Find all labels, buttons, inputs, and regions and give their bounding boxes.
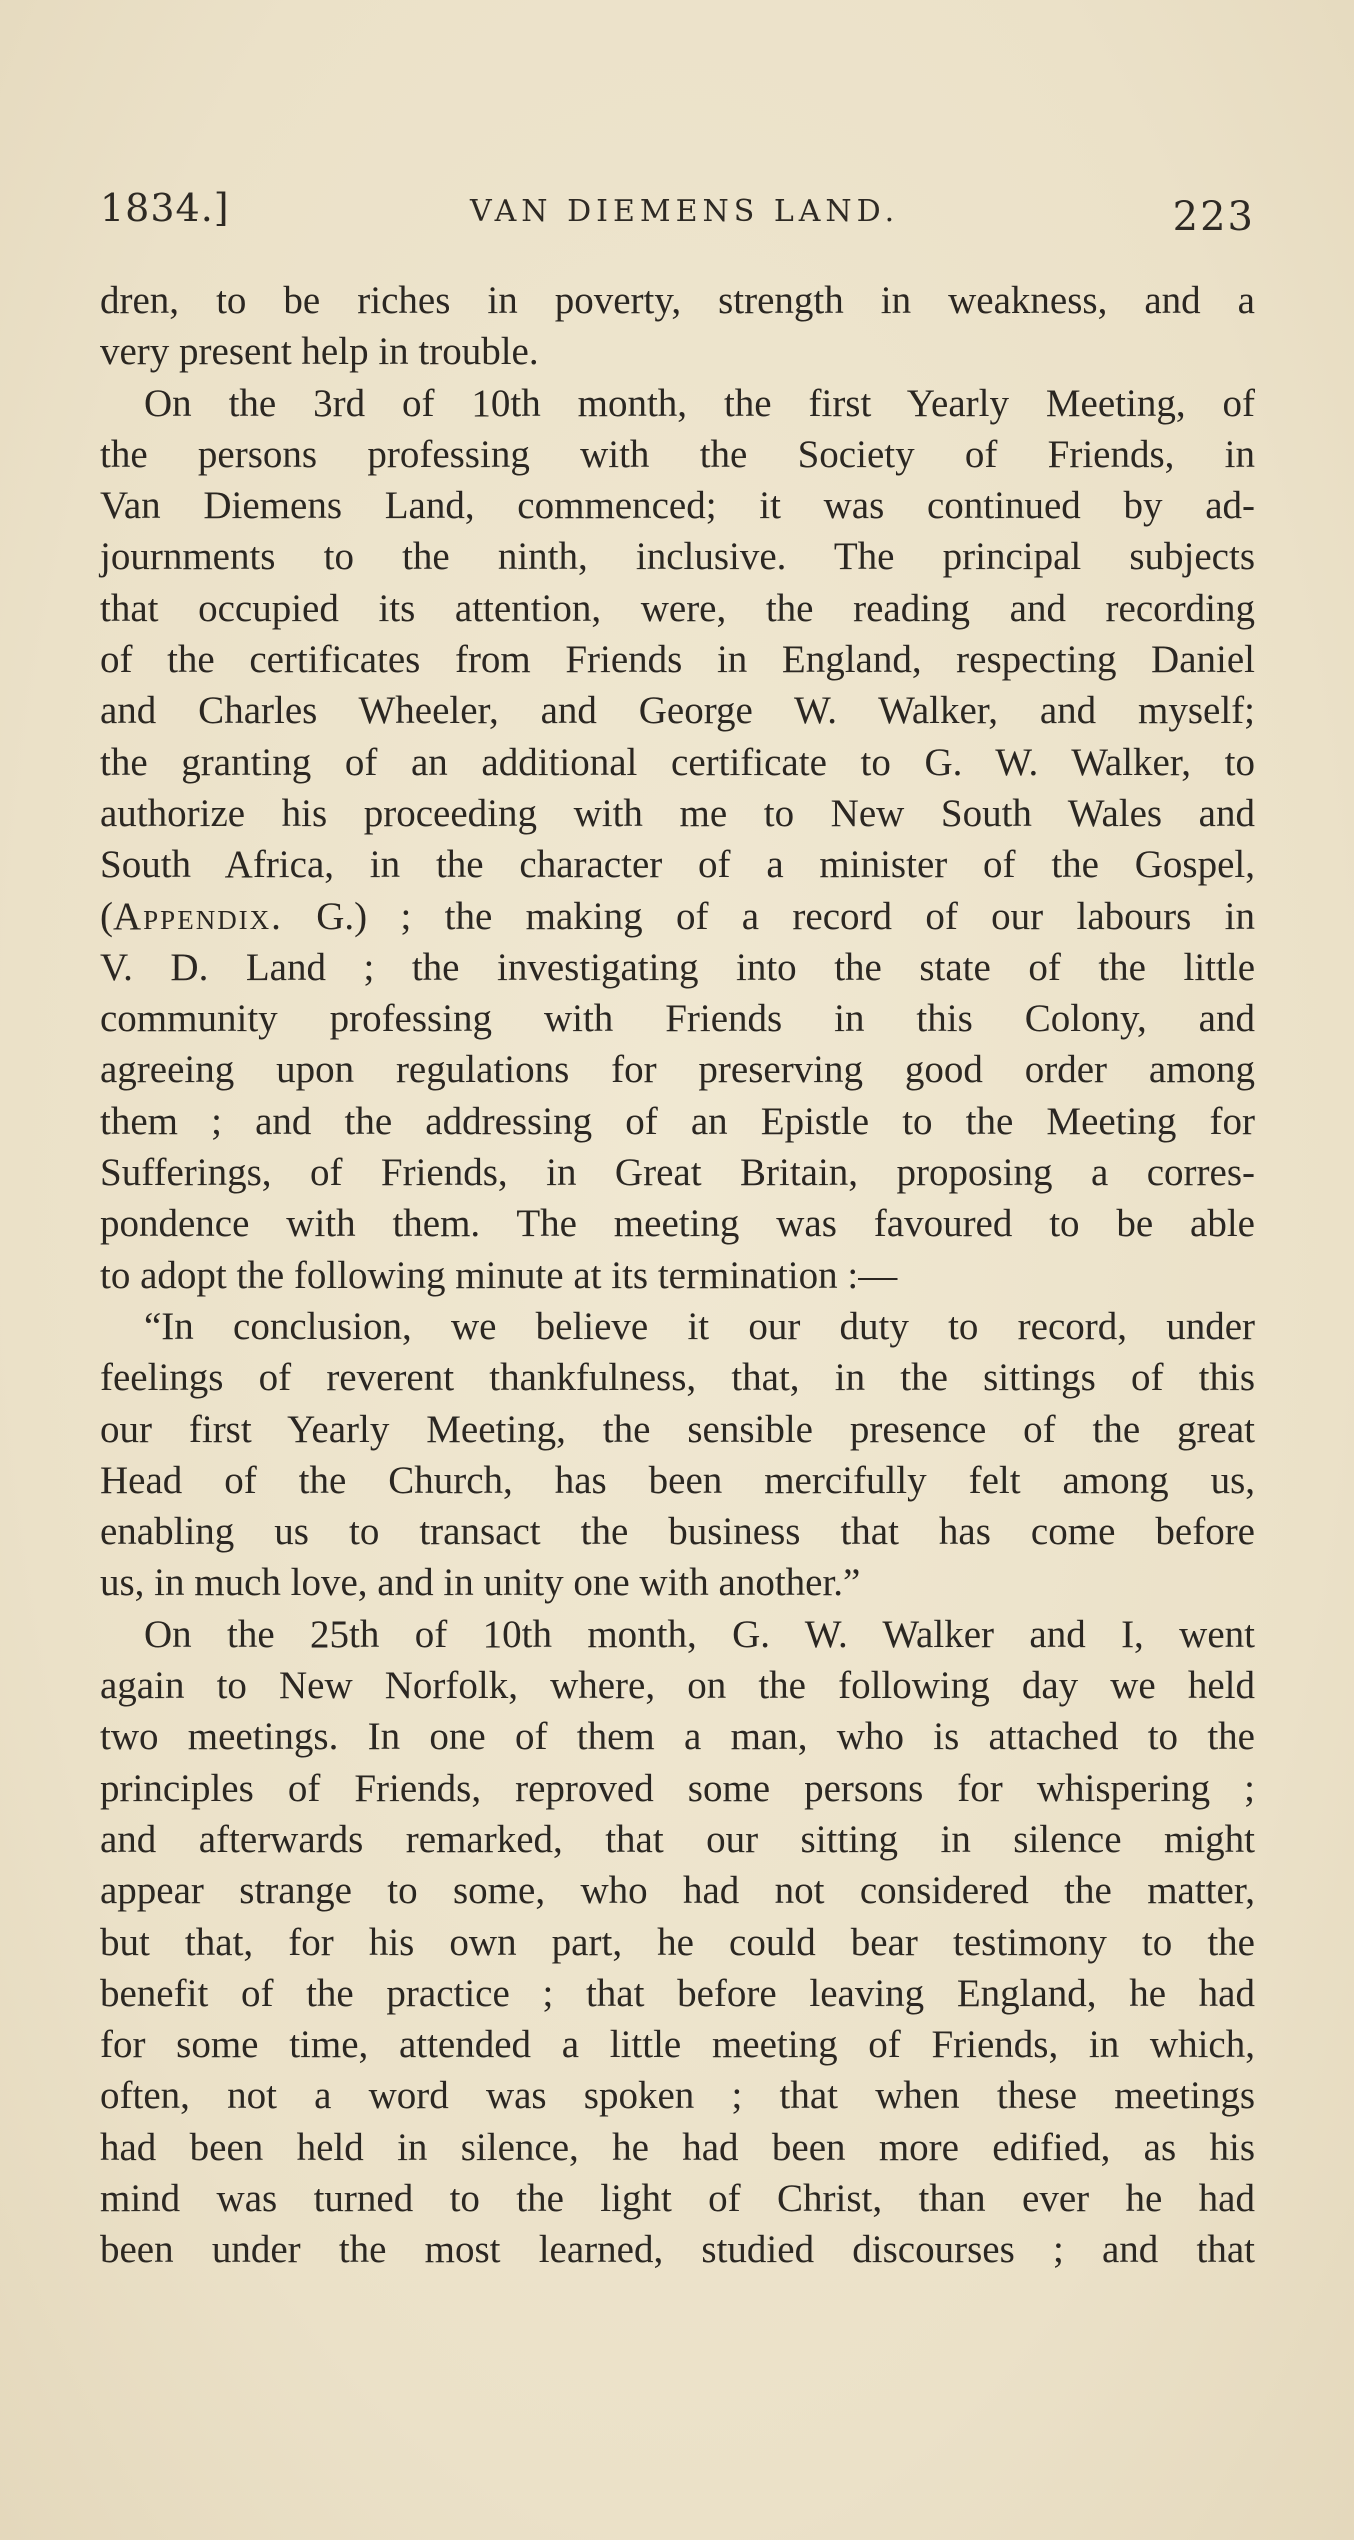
header-year: 1834.] [100,186,230,230]
text-line: community professing with Friends in this Colony, and [100,997,1255,1041]
text-line: and Charles Wheeler, and George W. Walker, and myself; [100,689,1255,733]
text-line [100,891,1255,942]
text-line: often, not a word was spoken ; that when these meetings [100,2074,1255,2118]
text-line: “In conclusion, we believe it our duty to record, under [144,1304,1255,1348]
appendix-reference: Appendix. [113,894,283,938]
text-line: for some time, attended a little meeting of Friends, in which, [100,2023,1255,2067]
text-line: Van Diemens Land, commenced; it was continued by ad- [100,484,1255,528]
text-line: South Africa, in the character of a minister of the Gospel, [100,843,1255,887]
text-line: V. D. Land ; the investigating into the state of the little [100,945,1255,989]
text-line: enabling us to transact the business that has come before [100,1510,1255,1554]
text-line: Sufferings, of Friends, in Great Britain, proposing a corres- [100,1151,1255,1195]
text-line: mind was turned to the light of Christ, than ever he had [100,2176,1255,2220]
text-line: benefit of the practice ; that before leaving England, he had [100,1971,1255,2015]
text-line: them ; and the addressing of an Epistle to the Meeting for [100,1099,1255,1143]
text-line: authorize his proceeding with me to New South Wales and [100,791,1255,835]
text-line: two meetings. In one of them a man, who is attached to the [100,1715,1255,1759]
text-line: the granting of an additional certificate to G. W. Walker, to [100,740,1255,784]
text-line: our first Yearly Meeting, the sensible presence of the great [100,1407,1255,1451]
text-line: that occupied its attention, were, the reading and recording [100,586,1255,630]
text-fragment: ( [100,894,113,938]
text-line: the persons professing with the Society of Friends, in [100,432,1255,476]
text-line: On the 25th of 10th month, G. W. Walker and I, went [144,1612,1255,1656]
text-line: us, in much love, and in unity one with another.” [100,1561,861,1605]
text-line: to adopt the following minute at its termination :— [100,1253,898,1297]
page-number: 223 [1172,194,1255,240]
text-line: On the 3rd of 10th month, the first Yearly Meeting, of [144,381,1255,425]
text-line: principles of Friends, reproved some persons for whispering ; [100,1766,1255,1810]
text-line: but that, for his own part, he could bear testimony to the [100,1920,1255,1964]
running-header [100,178,1255,248]
text-line: journments to the ninth, inclusive. The principal subjects [100,535,1255,579]
body-text [100,275,1255,2276]
text-line: been under the most learned, studied discourses ; and that [100,2228,1255,2272]
text-line: had been held in silence, he had been more edified, as his [100,2125,1255,2169]
text-line: feelings of reverent thankfulness, that, in the sittings of this [100,1356,1255,1400]
text-line: very present help in trouble. [100,330,539,374]
text-line: Head of the Church, has been mercifully felt among us, [100,1458,1255,1502]
text-line: and afterwards remarked, that our sitting in silence might [100,1817,1255,1861]
text-line: agreeing upon regulations for preserving good order among [100,1048,1255,1092]
text-line: of the certificates from Friends in England, respecting Daniel [100,638,1255,682]
header-title: VAN DIEMENS LAND. [470,194,900,229]
text-line: appear strange to some, who had not considered the matter, [100,1869,1255,1913]
text-fragment: G.) ; the making of a record of our labours in [282,894,1255,938]
text-line: pondence with them. The meeting was favoured to be able [100,1202,1255,1246]
text-line: dren, to be riches in poverty, strength in weakness, and a [100,279,1255,322]
text-line: again to New Norfolk, where, on the following day we held [100,1664,1255,1708]
